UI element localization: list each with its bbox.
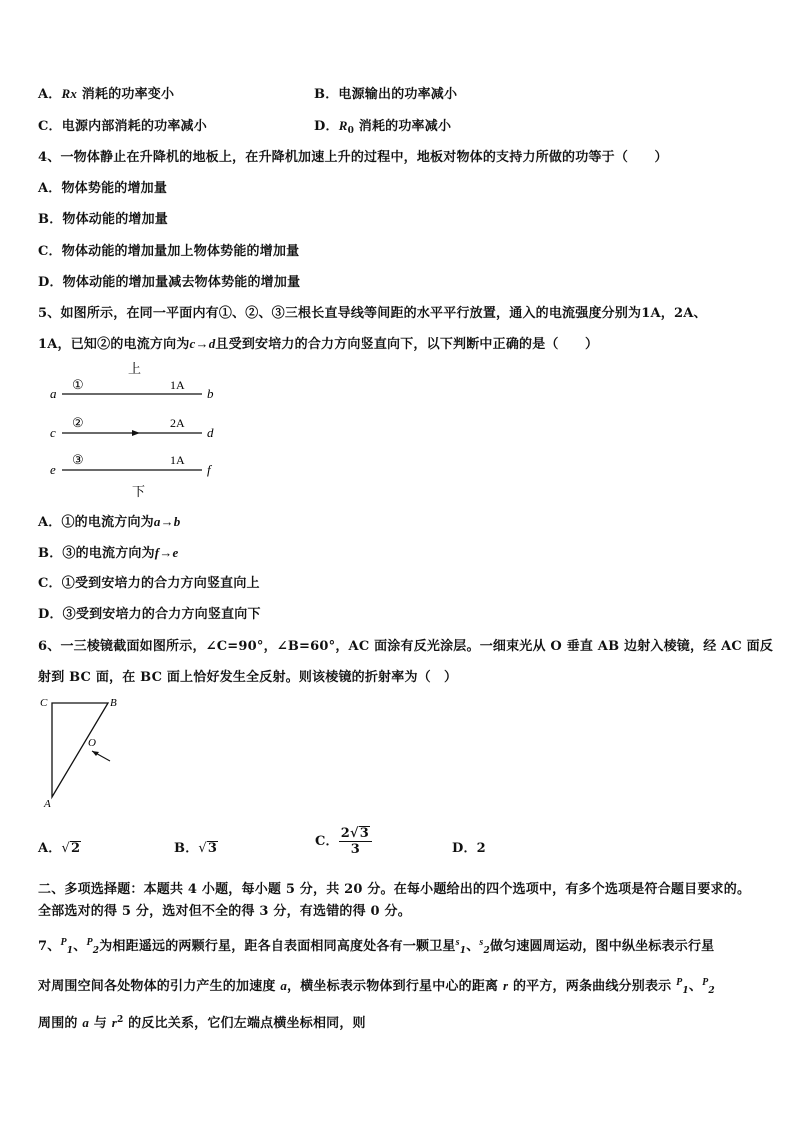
q6-option-b: B．√3	[174, 841, 218, 856]
q5-wire1-right: b	[207, 386, 214, 401]
q6-option-a: A．√2	[38, 841, 81, 856]
q6-option-c-fraction: $\frac{2√3}{3}$	[339, 826, 372, 857]
q3-option-b: B．电源输出的功率减小	[314, 87, 458, 102]
q5-stem-line1: 5、如图所示，在同一平面内有①、②、③三根长直导线等间距的水平平行放置，通入的电流强度分别为1A，2A、	[38, 306, 707, 321]
q4-stem: 4、一物体静止在升降机的地板上，在升降机加速上升的过程中，地板对物体的支持力所做的功等于（ ）	[38, 150, 668, 165]
q3-option-c: C．电源内部消耗的功率减小	[38, 119, 207, 134]
q5-option-d: D．③受到安培力的合力方向竖直向下	[38, 607, 261, 622]
q6-option-c: C． $\frac{2√3}{3}$	[315, 826, 372, 857]
q4-option-a: A．物体势能的增加量	[38, 181, 168, 196]
q5-wire2-current: 2A	[170, 416, 185, 430]
q6-stem-line2: 射到 BC 面，在 BC 面上恰好发生全反射。则该棱镜的折射率为（ ）	[38, 670, 458, 685]
q5-wire3-num: ③	[72, 452, 84, 467]
q6-prism-triangle	[52, 703, 108, 797]
q3-option-d: D．$R_0$ 消耗的功率减小	[314, 118, 452, 136]
q5-option-b: B．③的电流方向为f→e	[38, 545, 179, 561]
q6-label-c: C	[40, 697, 48, 709]
q5-wire1-num: ①	[72, 377, 84, 392]
q5-wire1-current: 1A	[170, 378, 185, 392]
q5-wire3-current: 1A	[170, 453, 185, 467]
q5-label-top: 上	[128, 361, 142, 376]
q5-wire2-num: ②	[72, 415, 84, 430]
q5-wire3-left: e	[50, 462, 56, 477]
q4-option-d: D．物体动能的增加量减去物体势能的增加量	[38, 275, 301, 290]
q5-wire1-left: a	[50, 386, 57, 401]
section2-instructions-line2: 全部选对的得 5 分，选对但不全的得 3 分，有选错的得 0 分。	[38, 904, 411, 919]
q5-option-c: C．①受到安培力的合力方向竖直向上	[38, 576, 260, 591]
q5-wire-figure	[44, 358, 234, 500]
q6-label-o: O	[88, 737, 96, 749]
q3-option-a: A．Rx 消耗的功率变小	[38, 86, 175, 102]
q5-wire2-right: d	[207, 425, 214, 440]
q4-option-c: C．物体动能的增加量加上物体势能的增加量	[38, 244, 300, 259]
q6-stem-line1: 6、一三棱镜截面如图所示，∠C=90°，∠B=60°，AC 面涂有反光涂层。一细束光从 O 垂直 AB 边射入棱镜，经 AC 面反	[38, 639, 774, 654]
section2-instructions-line1: 二、多项选择题：本题共 4 小题，每小题 5 分，共 20 分。在每小题给出的四个选项中，有多个选项是符合题目要求的。	[38, 882, 751, 897]
q5-wire2-arrow	[132, 430, 140, 436]
q5-label-bottom: 下	[132, 484, 146, 499]
q5-option-a: A．①的电流方向为a→b	[38, 514, 181, 530]
q6-label-a: A	[44, 798, 51, 810]
q5-wire2-left: c	[50, 425, 56, 440]
q7-stem-line1: 7、$^P_1$、$^P_2$为相距遥远的两颗行星，距各自表面相同高度处各有一颗卫星$^s_1$、$^s_2$做匀速圆周运动，图中纵坐标表示行星	[38, 937, 715, 956]
q7-stem-line2: 对周围空间各处物体的引力产生的加速度 a，横坐标表示物体到行星中心的距离 r 的平方，两条曲线分别表示 $^P_1$、$^P_2$	[38, 977, 715, 996]
q4-option-b: B．物体动能的增加量	[38, 212, 168, 227]
q6-option-d: D．2	[452, 841, 486, 856]
q5-wire3-right: f	[207, 462, 211, 477]
q5-stem-line2: 1A，已知②的电流方向为c→d且受到安培力的合力方向竖直向下，以下判断中正确的是（ ）	[38, 336, 599, 352]
q7-stem-line3: 周围的 a 与 $r^2$ 的反比关系，它们左端点横坐标相同，则	[38, 1015, 366, 1031]
q6-label-b: B	[110, 697, 117, 709]
q6-prism-figure	[36, 693, 126, 811]
q6-light-ray-arrow	[92, 751, 99, 756]
